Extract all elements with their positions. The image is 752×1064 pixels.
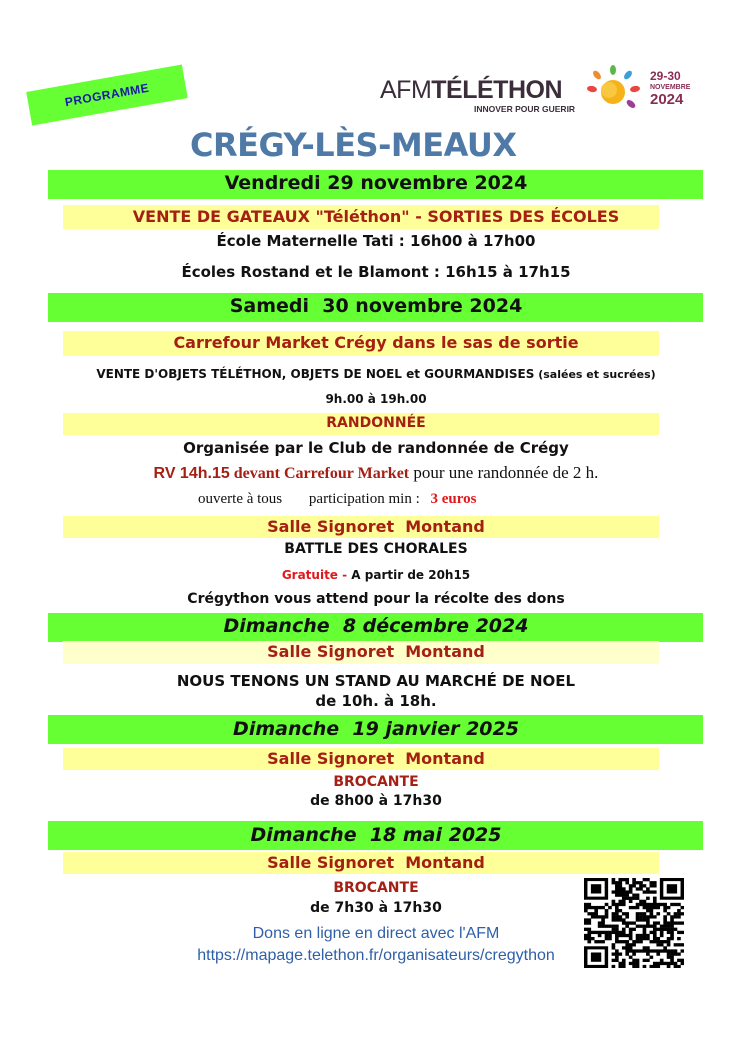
- objects-sub: (salées et sucrées): [534, 368, 656, 381]
- saturday-salle-title: Salle Signoret Montand: [267, 517, 485, 536]
- friday-heading: Vendredi 29 novembre 2024: [224, 172, 528, 194]
- may-heading: Dimanche 18 mai 2025: [250, 824, 502, 846]
- price-text: 3 euros: [430, 491, 477, 507]
- may-hours: de 7h30 à 17h30: [310, 900, 442, 916]
- logo-date-month: NOVEMBRE: [650, 84, 691, 91]
- logo-date-year: 2024: [650, 91, 684, 108]
- jan-salle-title: Salle Signoret Montand: [267, 749, 485, 768]
- battle-title: BATTLE DES CHORALES: [284, 541, 468, 557]
- friday-school-line-1: École Maternelle Tati : 16h00 à 17h00: [216, 232, 536, 250]
- online-url[interactable]: https://mapage.telethon.fr/organisateurs/cregython: [197, 947, 555, 964]
- jan-hours: de 8h00 à 17h30: [310, 793, 442, 809]
- dec-line-2: de 10h. à 18h.: [315, 692, 437, 710]
- logo-tagline: INNOVER POUR GUERIR: [474, 104, 576, 114]
- objects-line: [0, 367, 752, 381]
- rando-organiser: Organisée par le Club de randonnée de Crégy: [183, 439, 569, 457]
- rv-time: RV 14h.15: [153, 465, 230, 482]
- logo-brand-left: AFM: [380, 76, 432, 104]
- qr-code[interactable]: [584, 878, 684, 968]
- logo-brand-right: TÉLÉTHON: [431, 76, 562, 104]
- rv-place: devant Carrefour Market: [229, 465, 410, 482]
- rv-line: [0, 463, 752, 483]
- friday-school-line-2: Écoles Rostand et le Blamont : 16h15 à 17h15: [181, 263, 571, 281]
- open-text: ouverte à tous: [198, 491, 283, 507]
- programme-badge: [26, 65, 188, 126]
- sun-icon: [586, 62, 644, 118]
- may-salle-title: Salle Signoret Montand: [267, 853, 485, 872]
- dec-line-1: NOUS TENONS UN STAND AU MARCHÉ DE NOEL: [176, 672, 576, 690]
- free-dash: -: [337, 568, 352, 582]
- dec-heading: Dimanche 8 décembre 2024: [223, 615, 529, 637]
- rv-rest: pour une randonnée de 2 h.: [409, 463, 599, 482]
- carrefour-title: Carrefour Market Crégy dans le sas de sortie: [173, 333, 579, 352]
- afm-telethon-logo: [380, 62, 710, 122]
- programme-label: PROGRAMME: [63, 80, 151, 110]
- participation-line: [198, 489, 477, 508]
- town-title: CRÉGY-LÈS-MEAUX: [190, 126, 517, 164]
- saturday-heading: Samedi 30 novembre 2024: [229, 295, 523, 317]
- jan-brocante: BROCANTE: [333, 774, 419, 790]
- free-label: Gratuite: [281, 568, 338, 582]
- donations-line: Crégython vous attend pour la récolte des dons: [187, 591, 565, 607]
- objects-main: VENTE D'OBJETS TÉLÉTHON, OBJETS DE NOEL et GOURMANDISES: [96, 367, 535, 381]
- logo-date-days: 29-30: [650, 69, 681, 83]
- online-line: Dons en ligne en direct avec l'AFM: [252, 925, 500, 942]
- dec-salle-title: Salle Signoret Montand: [267, 642, 485, 661]
- jan-heading: Dimanche 19 janvier 2025: [233, 718, 519, 740]
- rando-title: RANDONNÉE: [326, 415, 426, 431]
- from-time: A partir de 20h15: [351, 568, 471, 582]
- participation-text: participation min :: [308, 491, 420, 507]
- free-line: [0, 568, 752, 582]
- saturday-hours: 9h.00 à 19h.00: [325, 392, 427, 406]
- may-brocante: BROCANTE: [333, 880, 419, 896]
- friday-sale-title: VENTE DE GATEAUX "Téléthon" - SORTIES DES ÉCOLES: [132, 207, 620, 226]
